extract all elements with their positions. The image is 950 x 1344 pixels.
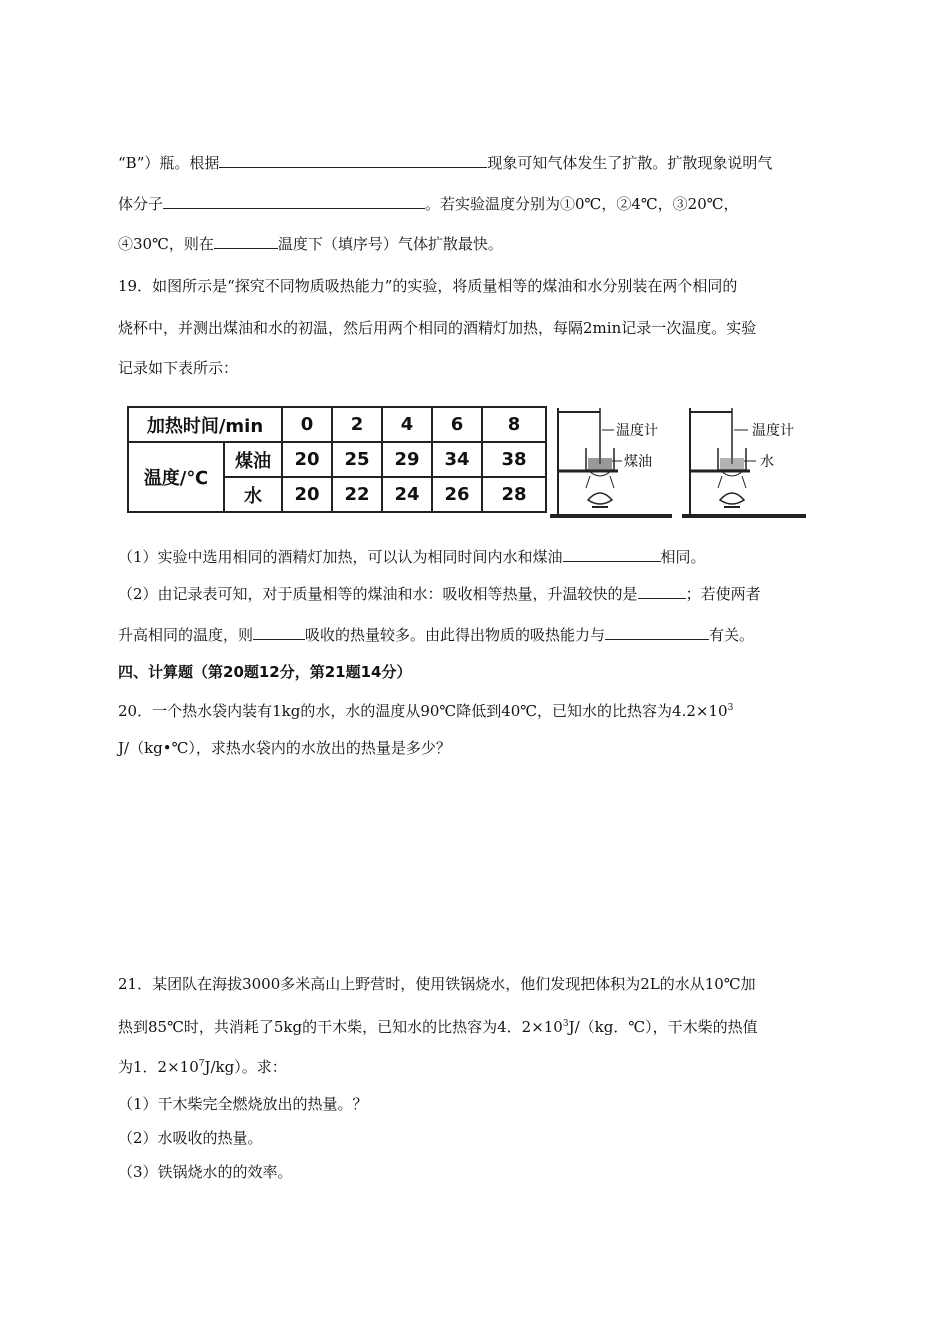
value-cell: 24: [382, 477, 432, 512]
time-header-cell: 加热时间/min: [128, 407, 282, 442]
value-cell: 22: [332, 477, 382, 512]
q19-part-3-text-c: 有关。: [709, 626, 755, 644]
section-4-title: 四、计算题（第20题12分，第21题14分）: [118, 663, 412, 681]
label-water: 水: [760, 454, 774, 470]
q19-blank-related[interactable]: [605, 625, 709, 640]
label-thermometer-left: 温度计: [616, 423, 658, 439]
q21-line-3-text-a: 为1．2×10: [118, 1058, 199, 1076]
q19-part-1-text-a: （1）实验中选用相同的酒精灯加热，可以认为相同时间内水和煤油: [118, 548, 563, 566]
value-cell: 25: [332, 442, 382, 477]
q18-line-3-text-b: 温度下（填序号）气体扩散最快。: [277, 235, 503, 253]
q18-blank-phenomenon[interactable]: [219, 153, 487, 168]
q20-line-2: J/（kg•℃），求热水袋内的水放出的热量是多少？: [118, 739, 451, 757]
apparatus-kerosene: [548, 406, 678, 524]
q20-line-1-text: 20．一个热水袋内装有1kg的水，水的温度从90℃降低到40℃，已知水的比热容为4.2×10: [118, 702, 728, 720]
value-cell: 29: [382, 442, 432, 477]
q19-part-2-text-b: ；若使两者: [685, 585, 761, 603]
q19-part-2: [118, 584, 761, 604]
time-cell: 4: [382, 407, 432, 442]
label-kerosene: 煤油: [624, 454, 652, 470]
time-cell: 8: [482, 407, 546, 442]
q19-part-2-text-a: （2）由记录表可知，对于质量相等的煤油和水：吸收相等热量，升温较快的是: [118, 585, 638, 603]
q20-line-1-sup: 3: [727, 703, 734, 713]
q18-line-1-text-b: 现象可知气体发生了扩散。扩散现象说明气: [487, 154, 773, 172]
q21-line-1: 21．某团队在海拔3000多米高山上野营时，使用铁锅烧水，他们发现把体积为2L的水从10℃加: [118, 975, 756, 993]
q19-part-3-text-a: 升高相同的温度，则: [118, 626, 254, 644]
time-cell: 2: [332, 407, 382, 442]
value-cell: 26: [432, 477, 482, 512]
q21-line-2-text-a: 热到85℃时，共消耗了5kg的干木柴，已知水的比热容为4．2×10: [118, 1018, 563, 1036]
q18-blank-molecules[interactable]: [163, 194, 425, 209]
q21-line-3-sup: 7: [198, 1059, 205, 1069]
table-row: [128, 407, 546, 442]
q18-line-3-text-a: ④30℃，则在: [118, 235, 214, 253]
q19-blank-faster[interactable]: [638, 584, 686, 599]
temp-header-cell: 温度/℃: [128, 442, 224, 512]
row-name-cell: 水: [224, 477, 282, 512]
q18-line-1: [118, 153, 772, 173]
q19-part-3: [118, 625, 754, 645]
q21-line-3-text-b: J/kg）。求：: [204, 1058, 287, 1076]
q19-data-table: [127, 406, 547, 513]
q19-part-1-text-b: 相同。: [660, 548, 706, 566]
q21-line-2: [118, 1014, 758, 1037]
time-cell: 6: [432, 407, 482, 442]
value-cell: 38: [482, 442, 546, 477]
row-name-cell: 煤油: [224, 442, 282, 477]
q21-line-2-text-b: J/（kg．℃），干木柴的热值: [568, 1018, 758, 1036]
q19-part-3-text-b: 吸收的热量较多。由此得出物质的吸热能力与: [305, 626, 606, 644]
q18-line-2-text-b: 。若实验温度分别为①0℃，②4℃，③20℃，: [425, 195, 739, 213]
q18-line-1-text-a: “B”）瓶。根据: [118, 154, 220, 172]
value-cell: 20: [282, 442, 332, 477]
q19-intro-3: 记录如下表所示：: [118, 359, 239, 377]
q21-sub-1: （1）干木柴完全燃烧放出的热量。？: [118, 1095, 368, 1113]
q18-line-2: [118, 194, 739, 214]
q21-line-3: [118, 1054, 287, 1077]
label-thermometer-right: 温度计: [752, 423, 794, 439]
q18-blank-temperature[interactable]: [214, 234, 278, 249]
q21-sub-3: （3）铁锅烧水的的效率。: [118, 1163, 293, 1181]
value-cell: 28: [482, 477, 546, 512]
table-row: [128, 442, 546, 477]
q18-line-2-text-a: 体分子: [118, 195, 164, 213]
q19-intro-2: 烧杯中，并测出煤油和水的初温，然后用两个相同的酒精灯加热，每隔2min记录一次温度。实验: [118, 319, 757, 337]
value-cell: 20: [282, 477, 332, 512]
q19-blank-heat[interactable]: [563, 547, 661, 562]
apparatus-water: [680, 406, 820, 524]
q21-line-2-sup: 3: [562, 1019, 569, 1029]
q19-blank-more-heat[interactable]: [253, 625, 305, 640]
q19-part-1: [118, 547, 706, 567]
q18-line-3: [118, 234, 503, 254]
q19-intro-1: 19．如图所示是“探究不同物质吸热能力”的实验，将质量相等的煤油和水分别装在两个相同的: [118, 277, 738, 295]
value-cell: 34: [432, 442, 482, 477]
q21-sub-2: （2）水吸收的热量。: [118, 1129, 263, 1147]
q20-line-1: [118, 698, 733, 721]
time-cell: 0: [282, 407, 332, 442]
